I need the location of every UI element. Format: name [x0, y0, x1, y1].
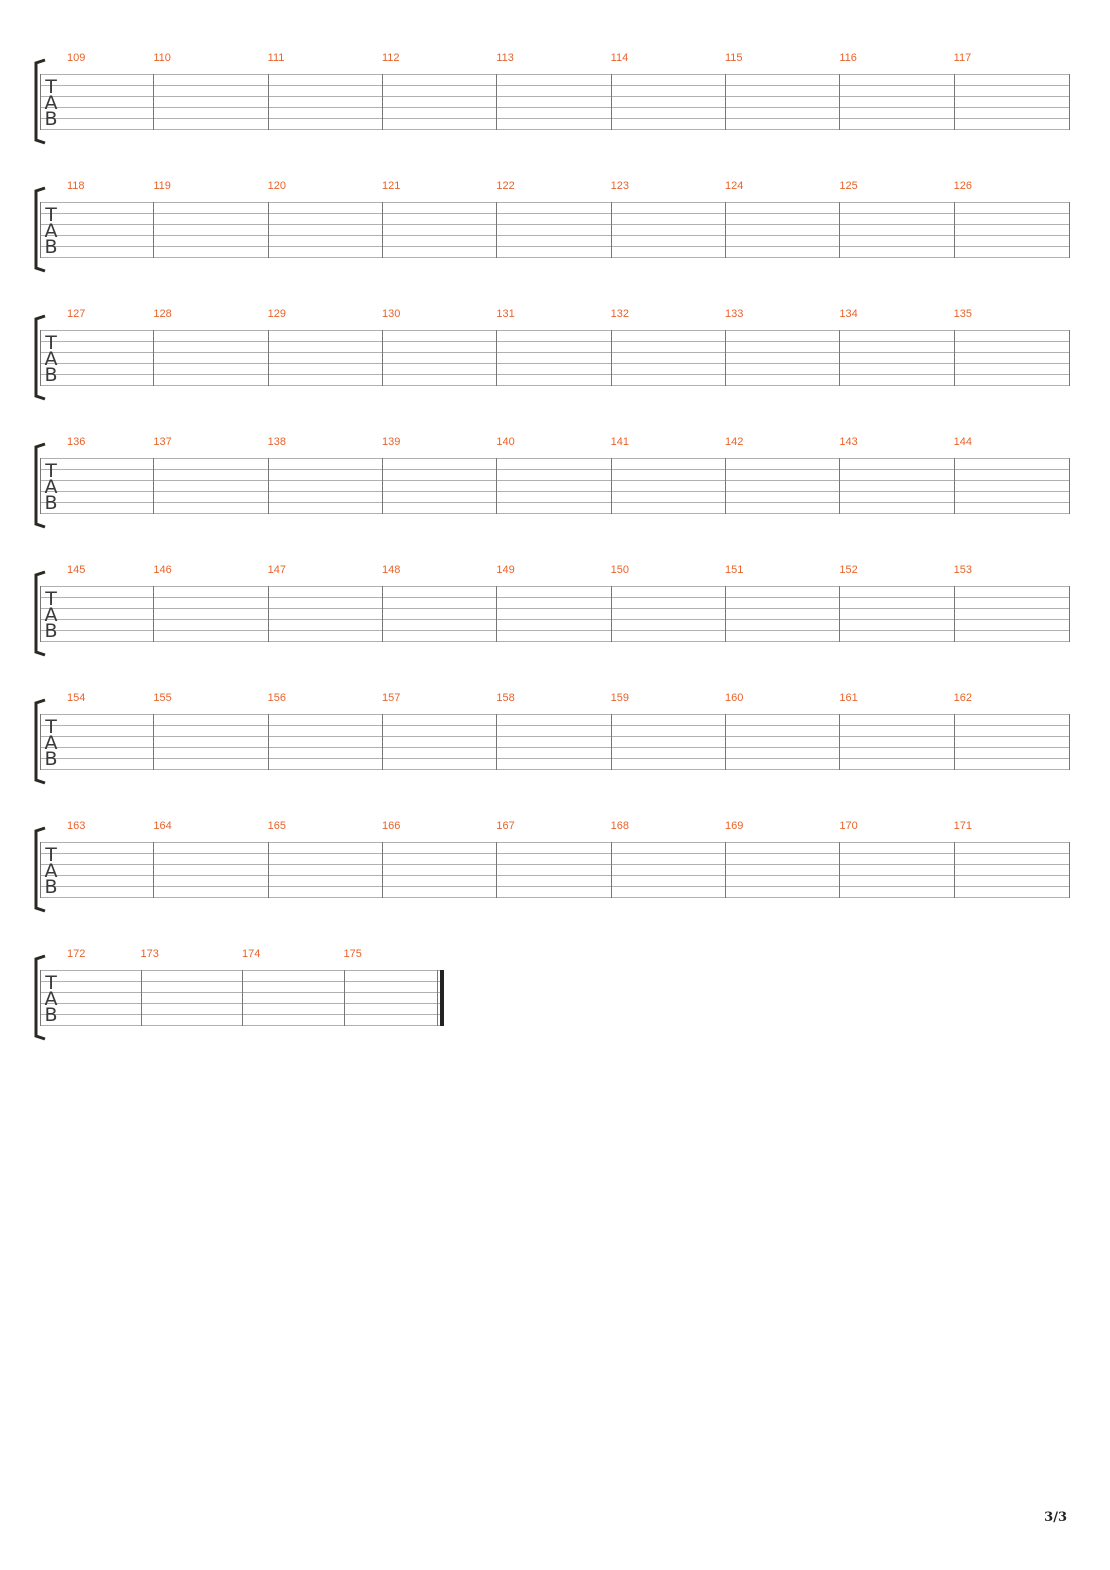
tab-clef-letter: B: [44, 748, 58, 770]
measure-number: 158: [496, 692, 515, 704]
measure-number: 161: [839, 692, 858, 704]
measure-number: 143: [839, 436, 858, 448]
measure-number: 149: [496, 564, 515, 576]
tab-clef-letter: A: [44, 476, 58, 498]
measure-number: 113: [496, 52, 514, 64]
measure-number: 166: [382, 820, 401, 832]
tab-clef-letter: T: [45, 844, 57, 866]
tab-clef-letter: T: [45, 716, 57, 738]
measure-number: 137: [153, 436, 172, 448]
measure-number: 112: [382, 52, 400, 64]
tab-system: [36, 52, 1070, 143]
measure-number: 169: [725, 820, 744, 832]
tab-clef-letter: B: [44, 108, 58, 130]
tab-clef-letter: B: [44, 236, 58, 258]
tab-clef-letter: T: [45, 460, 57, 482]
measure-number: 117: [953, 52, 972, 64]
measure-number: 118: [67, 180, 85, 192]
tab-system: [36, 180, 1070, 271]
measure-number: 131: [496, 308, 515, 320]
measure-number: 172: [67, 948, 86, 960]
measure-number: 144: [953, 436, 973, 448]
measure-number: 148: [382, 564, 401, 576]
measure-number: 134: [839, 308, 858, 320]
measure-number: 165: [267, 820, 287, 832]
measure-number: 110: [153, 52, 171, 64]
measure-number: 145: [67, 564, 86, 576]
measure-number: 159: [610, 692, 630, 704]
measure-number: 120: [267, 180, 287, 192]
measure-number: 155: [153, 692, 172, 704]
tab-system: [36, 692, 1070, 783]
measure-number: 133: [725, 308, 744, 320]
tab-clef-letter: T: [45, 972, 57, 994]
measure-number: 173: [140, 948, 159, 960]
measure-number: 163: [67, 820, 86, 832]
measure-number: 124: [725, 180, 744, 192]
measure-number: 174: [242, 948, 261, 960]
tab-clef-letter: T: [45, 588, 57, 610]
measure-number: 115: [725, 52, 743, 64]
tab-clef-letter: B: [44, 620, 58, 642]
tab-clef-letter: T: [45, 76, 57, 98]
final-thick-barline: [440, 970, 444, 1026]
tab-system: [36, 564, 1070, 655]
tab-clef-letter: A: [44, 604, 58, 626]
measure-number: 164: [153, 820, 172, 832]
tab-clef-letter: T: [45, 204, 57, 226]
measure-number: 132: [610, 308, 630, 320]
measure-number: 160: [725, 692, 744, 704]
measure-number: 171: [953, 820, 973, 832]
measure-number: 154: [67, 692, 86, 704]
tab-clef-letter: A: [44, 220, 58, 242]
tab-clef-letter: A: [44, 860, 58, 882]
measure-number: 139: [382, 436, 401, 448]
measure-number: 150: [610, 564, 630, 576]
measure-number: 142: [725, 436, 744, 448]
tab-clef-letter: B: [44, 492, 58, 514]
measure-number: 167: [496, 820, 515, 832]
measure-number: 170: [839, 820, 858, 832]
tab-clef-letter: A: [44, 732, 58, 754]
tab-system: [36, 308, 1070, 399]
measure-number: 109: [67, 52, 86, 64]
measure-number: 146: [153, 564, 172, 576]
measure-number: 127: [67, 308, 86, 320]
measure-number: 153: [953, 564, 973, 576]
measure-number: 175: [343, 948, 362, 960]
tab-system: [36, 820, 1070, 911]
tab-clef-letter: B: [44, 1004, 58, 1026]
tab-clef-letter: A: [44, 988, 58, 1010]
measure-number: 136: [67, 436, 86, 448]
measure-number: 123: [610, 180, 630, 192]
measure-number: 121: [382, 180, 401, 192]
tab-system: [36, 436, 1070, 527]
measure-number: 130: [382, 308, 401, 320]
measure-number: 122: [496, 180, 515, 192]
measure-number: 126: [953, 180, 973, 192]
tab-clef-letter: B: [44, 876, 58, 898]
measure-number: 125: [839, 180, 858, 192]
measure-number: 135: [953, 308, 973, 320]
measure-number: 128: [153, 308, 172, 320]
tab-clef-letter: B: [44, 364, 58, 386]
measure-number: 138: [267, 436, 287, 448]
measure-number: 152: [839, 564, 858, 576]
tab-clef-letter: A: [44, 348, 58, 370]
measure-number: 162: [953, 692, 973, 704]
measure-number: 119: [153, 180, 171, 192]
measure-number: 147: [267, 564, 287, 576]
measure-number: 168: [610, 820, 630, 832]
tab-system: [36, 948, 444, 1039]
page-number: 3/3: [1044, 1510, 1067, 1525]
measure-number: 114: [610, 52, 629, 64]
measure-number: 157: [382, 692, 401, 704]
tab-clef-letter: T: [45, 332, 57, 354]
measure-number: 111: [267, 52, 285, 64]
measure-number: 156: [267, 692, 287, 704]
measure-number: 129: [267, 308, 287, 320]
tab-clef-letter: A: [44, 92, 58, 114]
measure-number: 116: [839, 52, 857, 64]
measure-number: 140: [496, 436, 515, 448]
measure-number: 141: [610, 436, 630, 448]
measure-number: 151: [725, 564, 744, 576]
